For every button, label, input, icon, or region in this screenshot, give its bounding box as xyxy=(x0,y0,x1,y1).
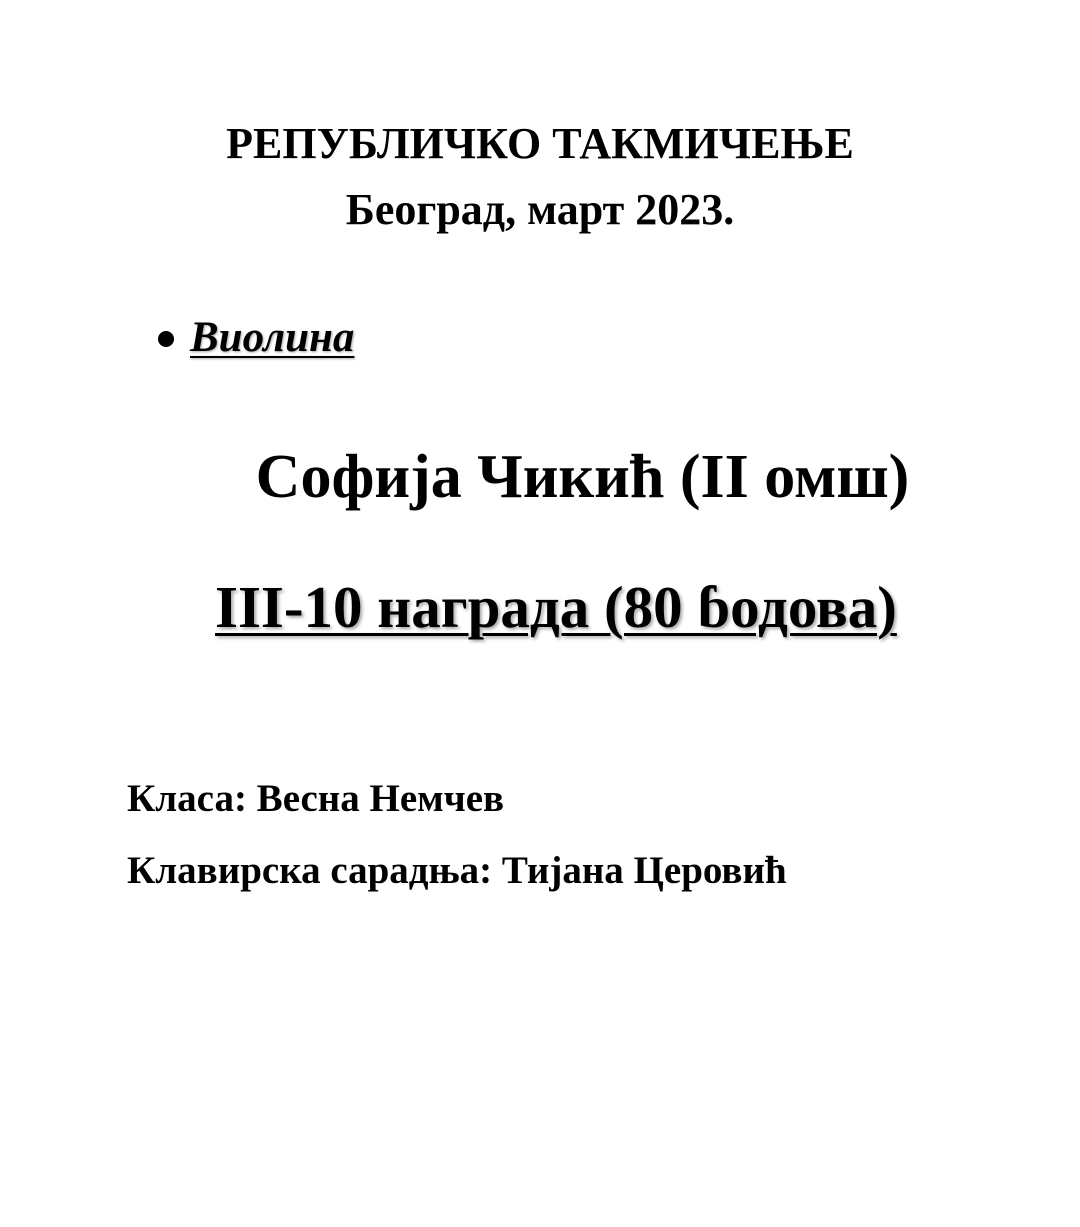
category-bullet-item xyxy=(158,312,354,364)
student-name: Софија Чикић (II омш) xyxy=(255,443,910,511)
piano-accompanist-line: Клавирска сарадња: Тијана Церовић xyxy=(127,849,787,892)
class-teacher-line: Класа: Весна Немчев xyxy=(127,777,505,820)
category-label: Виолина xyxy=(190,314,355,361)
place-date-line: Београд, март 2023. xyxy=(345,185,735,234)
award-line: III-10 награда (80 ɓодова) xyxy=(215,574,897,640)
bullet-icon xyxy=(158,331,174,347)
competition-title: РЕПУБЛИЧКО ТАКМИЧЕЊЕ xyxy=(226,119,854,168)
